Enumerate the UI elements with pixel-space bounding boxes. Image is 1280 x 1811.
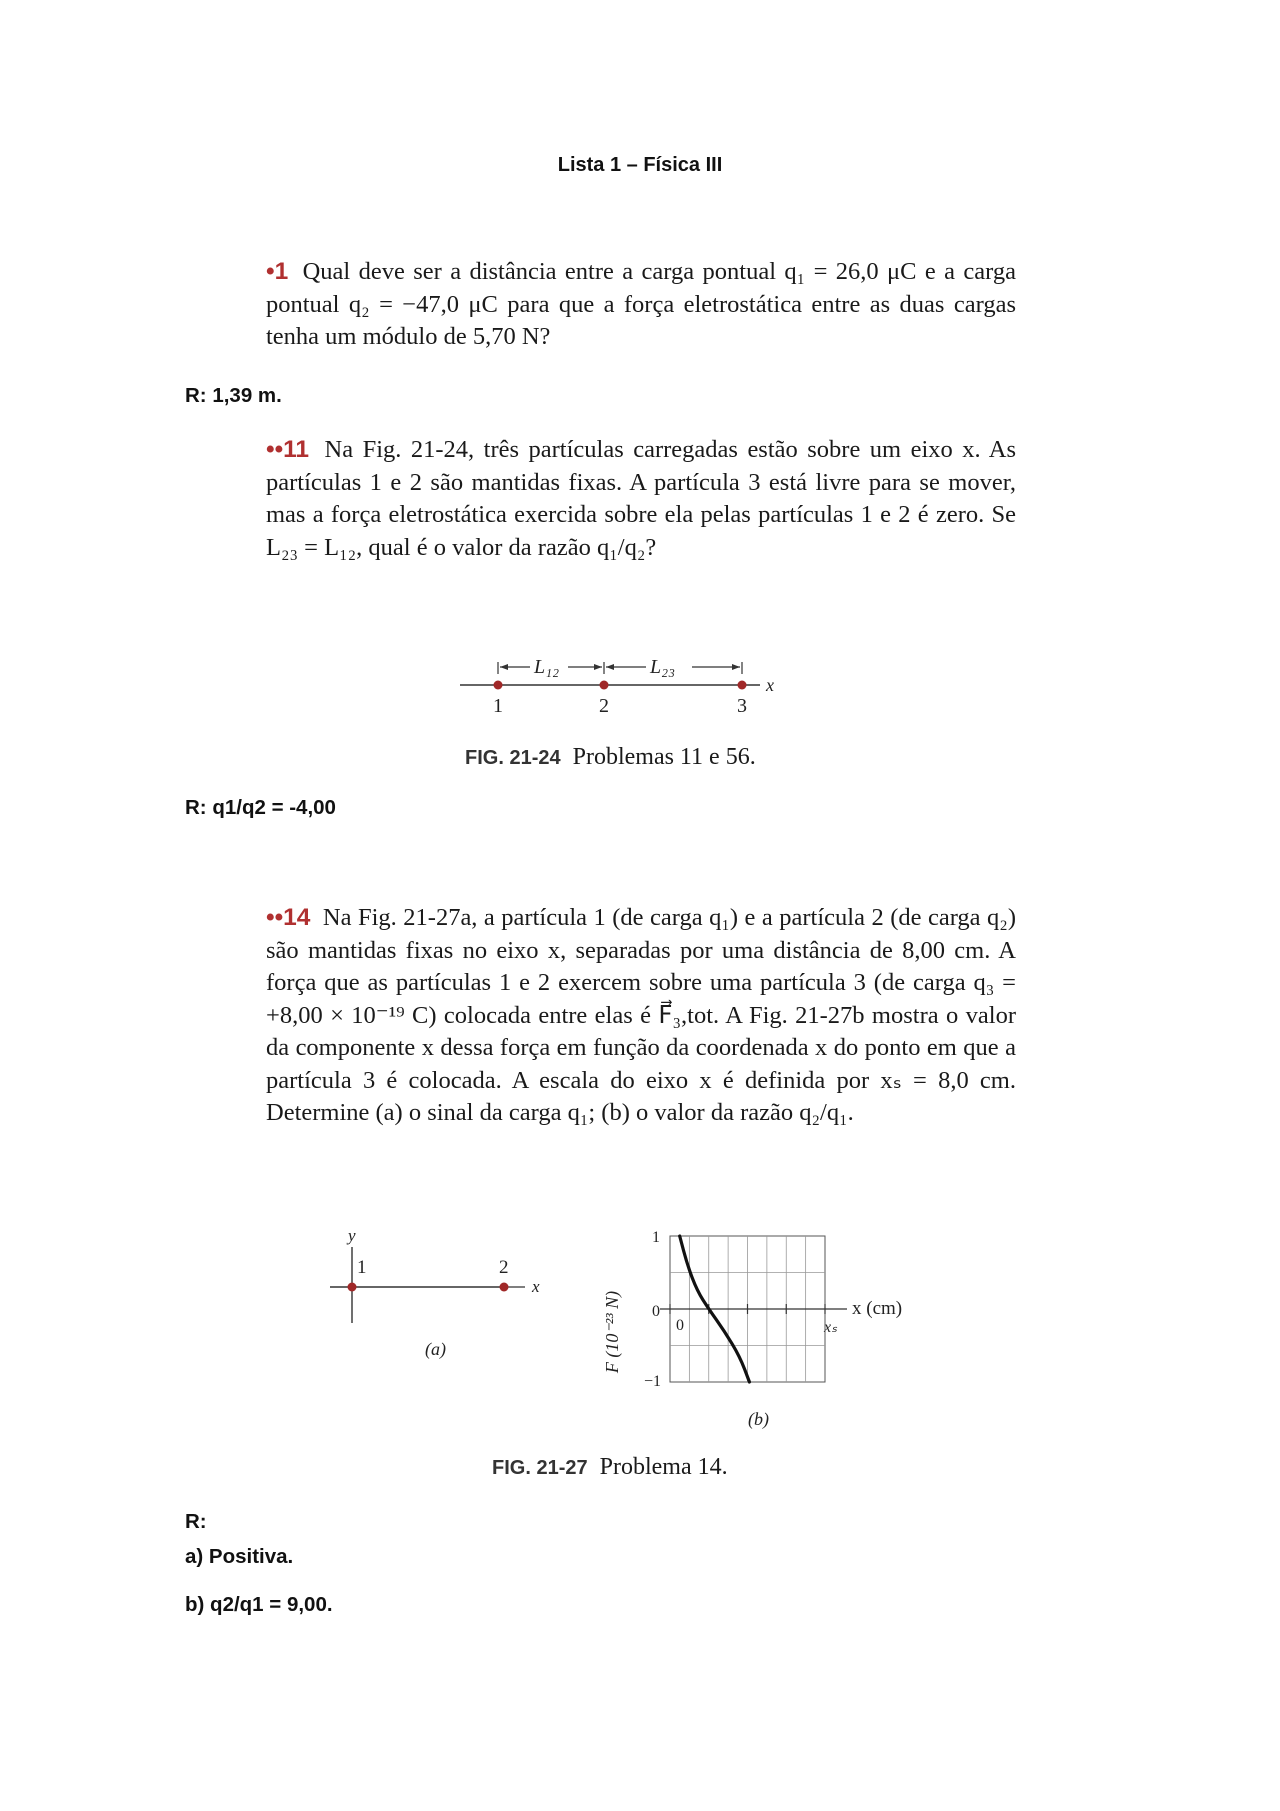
page-title: Lista 1 – Física III: [557, 154, 723, 176]
tick-label-mid: 0: [652, 1303, 660, 1320]
dim-l23: L₂₃: [650, 656, 676, 678]
answer-14-a: a) Positiva.: [185, 1545, 294, 1568]
problem-text: Na Fig. 21-27a, a partícula 1 (de carga q₁) e a partícula 2 (de carga q₂) são mantidas fixas no eixo x, separadas por uma distância de 8,00 cm. A força que as partículas 1 e 2 exercem sobre uma partícula 3 (de carga q₃ = +8,00 × 10⁻¹⁹ C) colocada entre elas é F⃗₃,tot. A Fig. 21-27b mostra o valor da componente x dessa força em função da coordenada x do ponto em que a partícula 3 é colocada. A escala do eixo x é definida por xₛ = 8,0 cm. Determine (a) o sinal da carga q₁; (b) o valor da razão q₂/q₁.: [266, 904, 1016, 1126]
xs-label: xₛ: [824, 1319, 838, 1336]
axis-y-label: y: [348, 1226, 356, 1245]
axis-x-label: x: [766, 675, 774, 695]
problem-number: •1: [266, 258, 289, 285]
problem-text: Na Fig. 21-24, três partículas carregadas estão sobre um eixo x. As partículas 1 e 2 são mantidas fixas. A partícula 3 está livre para se mover, mas a força eletrostática exercida sobre ela pelas partículas 1 e 2 é zero. Se L₂₃ = L₁₂, qual é o valor da razão q₁/q₂?: [266, 436, 1016, 561]
origin-label: 0: [676, 1317, 684, 1334]
figure-21-27a: [320, 1225, 570, 1375]
particle-2-label: 2: [499, 1257, 509, 1278]
y-axis-label-group: [602, 1291, 623, 1374]
problem-text: Qual deve ser a distância entre a carga pontual q₁ = 26,0 μC e a carga pontual q₂ = −47,0 μC para que a força eletrostática entre as duas cargas tenha um módulo de 5,70 N?: [266, 258, 1017, 350]
figure-label: FIG. 21-24: [465, 747, 561, 769]
problem-1: [266, 256, 1016, 354]
chart-ylabel: F (10⁻²³ N): [602, 1290, 622, 1374]
answer-14-b: b) q2/q1 = 9,00.: [185, 1593, 333, 1616]
axis-x-label: x: [532, 1277, 540, 1296]
figure-label: FIG. 21-27: [492, 1457, 588, 1479]
tick-label-top: 1: [652, 1229, 660, 1246]
dim-l12: L₁₂: [534, 656, 560, 678]
figure-21-24-caption: [465, 744, 756, 771]
particle-1-label: 1: [493, 695, 503, 717]
figure-caption: Problema 14.: [599, 1454, 728, 1480]
subfigure-a-label: (a): [425, 1339, 446, 1359]
subfigure-b-label: (b): [748, 1409, 769, 1429]
problem-11: [266, 434, 1016, 564]
particle-2-label: 2: [599, 695, 609, 717]
particle-2: [500, 1283, 509, 1292]
figure-21-24: [440, 640, 800, 730]
tick-label-bot: −1: [644, 1373, 662, 1390]
particle-3: [738, 681, 747, 690]
problem-number: ••14: [266, 904, 311, 931]
problem-number: ••11: [266, 436, 310, 463]
particle-3-label: 3: [737, 695, 747, 717]
particle-1: [348, 1283, 357, 1292]
particle-1: [494, 681, 503, 690]
chart-xlabel: x (cm): [852, 1298, 903, 1319]
particle-2: [600, 681, 609, 690]
figure-21-27b-chart: [590, 1220, 930, 1440]
answer-14-header: R:: [185, 1510, 207, 1533]
figure-21-27-caption: [492, 1454, 728, 1481]
answer-11: R: q1/q2 = -4,00: [185, 796, 336, 819]
answer-1: R: 1,39 m.: [185, 384, 282, 407]
figure-caption: Problemas 11 e 56.: [572, 744, 756, 770]
problem-14: [266, 902, 1016, 1130]
particle-1-label: 1: [357, 1257, 367, 1278]
